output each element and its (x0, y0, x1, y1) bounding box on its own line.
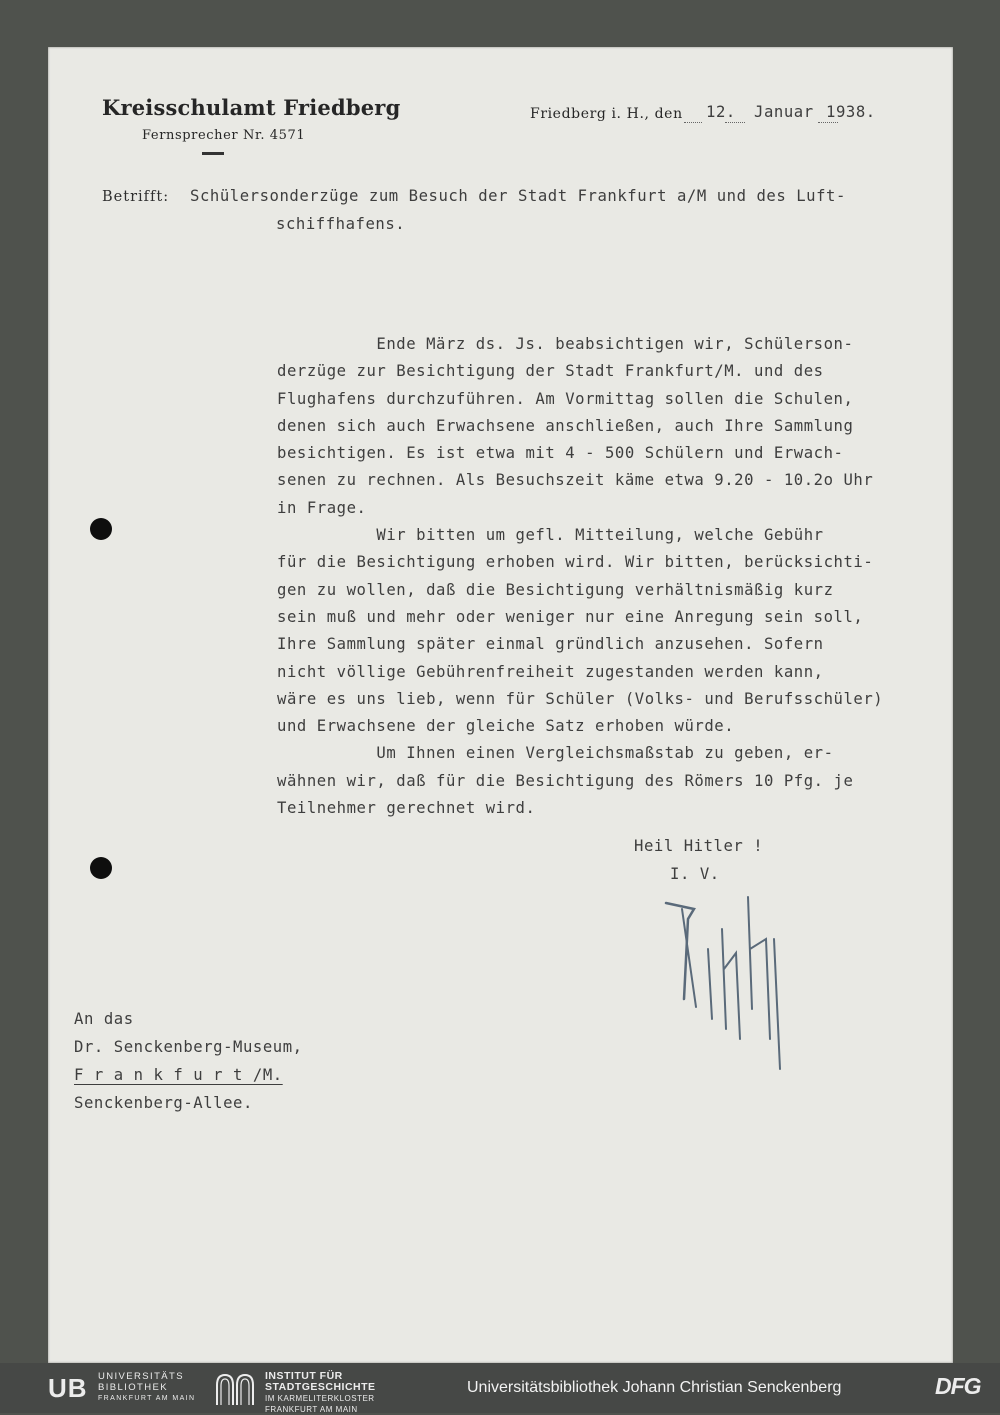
body-line: gen zu wollen, daß die Besichtigung verhältnismäßig kurz (277, 580, 834, 599)
address-street: Senckenberg-Allee. (74, 1094, 253, 1112)
ub-name-line: UNIVERSITÄTS (98, 1371, 184, 1382)
date-dotted-line (725, 122, 745, 123)
ub-name-line: BIBLIOTHEK (98, 1382, 168, 1393)
body-line: denen sich auch Erwachsene anschließen, auch Ihre Sammlung (277, 416, 854, 435)
date-dotted-line (684, 122, 702, 123)
footer-bar (0, 1363, 1000, 1413)
institute-name (265, 1371, 376, 1415)
letter-body (277, 331, 883, 822)
ub-logo: UB (48, 1373, 88, 1403)
subject-line: schiffhafens. (276, 215, 406, 233)
date-year: 1938. (826, 103, 876, 121)
ub-name-line: FRANKFURT AM MAIN (98, 1395, 196, 1402)
closing-proxy: I. V. (670, 865, 720, 883)
body-line: in Frage. (277, 498, 367, 517)
punch-hole (90, 518, 112, 540)
subject-line: Schülersonderzüge zum Besuch der Stadt Frankfurt a/M und des Luft- (190, 187, 846, 205)
letterhead-divider (202, 152, 224, 155)
body-line: sein muß und mehr oder weniger nur eine Anregung sein soll, (277, 607, 864, 626)
date-day: 12. (706, 103, 736, 121)
subject-label: Betrifft: (102, 189, 170, 205)
closing-greeting: Heil Hitler ! (634, 837, 764, 855)
institute-line: IM KARMELITERKLOSTER (265, 1394, 375, 1403)
recipient-address (74, 1005, 303, 1117)
body-line: und Erwachsene der gleiche Satz erhoben würde. (277, 717, 735, 736)
ub-name (98, 1371, 195, 1404)
body-line: Wir bitten um gefl. Mitteilung, welche Gebühr (277, 526, 824, 545)
body-line: derzüge zur Besichtigung der Stadt Frankfurt/M. und des (277, 362, 824, 381)
address-city: F r a n k f u r t /M. (74, 1066, 283, 1084)
body-line: Flughafens durchzuführen. Am Vormittag sollen die Schulen, (277, 389, 854, 408)
date-month: Januar (754, 103, 814, 121)
dfg-logo: DFG (935, 1373, 981, 1399)
date-dotted-line (818, 122, 838, 123)
institute-line: INSTITUT FÜR (265, 1370, 343, 1382)
body-line: Ihre Sammlung später einmal gründlich anzusehen. Sofern (277, 635, 824, 654)
library-name: Universitätsbibliothek Johann Christian Senckenberg (467, 1379, 842, 1396)
letterhead-telephone: Fernsprecher Nr. 4571 (142, 128, 306, 143)
institute-line: FRANKFURT AM MAIN (265, 1405, 358, 1414)
letter-sheet (48, 47, 953, 1363)
body-line: wähnen wir, daß für die Besichtigung des Römers 10 Pfg. je (277, 771, 854, 790)
address-line: An das (74, 1010, 134, 1028)
address-line: Dr. Senckenberg-Museum, (74, 1038, 303, 1056)
letterhead-place: Friedberg i. H., den (530, 106, 683, 122)
body-line: senen zu rechnen. Als Besuchszeit käme etwa 9.20 - 10.2o Uhr (277, 471, 874, 490)
body-line: nicht völlige Gebührenfreiheit zugestanden werden kann, (277, 662, 824, 681)
handwritten-signature (656, 889, 796, 1079)
body-line: Ende März ds. Js. beabsichtigen wir, Schülerson- (277, 335, 854, 353)
body-line: für die Besichtigung erhoben wird. Wir bitten, berücksichti- (277, 553, 874, 572)
body-line: wäre es uns lieb, wenn für Schüler (Volks- und Berufsschüler) (277, 689, 884, 708)
institute-arches-icon (214, 1371, 256, 1407)
body-line: besichtigen. Es ist etwa mit 4 - 500 Schülern und Erwach- (277, 444, 844, 463)
body-line: Teilnehmer gerechnet wird. (277, 799, 536, 818)
institute-line: STADTGESCHICHTE (265, 1381, 376, 1393)
body-line: Um Ihnen einen Vergleichsmaßstab zu geben, er- (277, 744, 834, 763)
letterhead-office: Kreisschulamt Friedberg (102, 95, 401, 120)
punch-hole (90, 857, 112, 879)
